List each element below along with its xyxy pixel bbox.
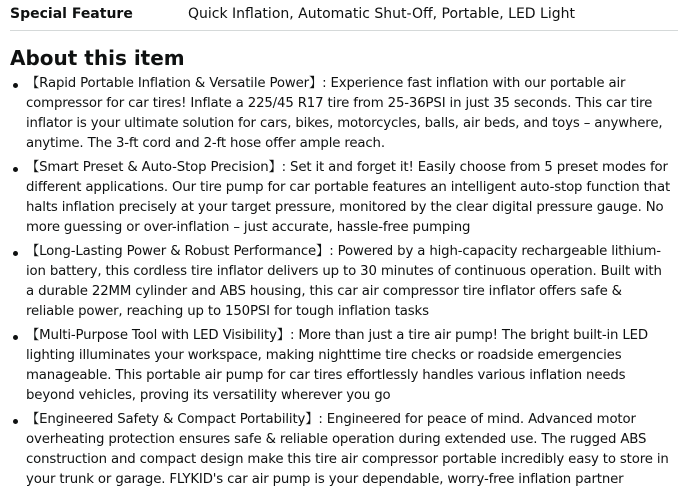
spec-value: Quick Inflation, Automatic Shut-Off, Portable, LED Light: [188, 6, 575, 22]
product-spec-row: [10, 0, 678, 31]
spec-label: Special Feature: [10, 6, 133, 22]
feature-bullet-text: 【Rapid Portable Inflation & Versatile Power】: Experience fast inflation with our portable air compressor for car tires! Inflate a 225/45 R17 tire from 25-36PSI in just 35 seconds. This car tire inflator is your ultimate solution for cars, bikes, motorcycles, balls, air beds, and toys – anywhere, anytime. The 3-ft cord and 2-ft hose offer ample reach.: [26, 76, 663, 151]
bullet-dot-icon: [13, 335, 18, 340]
feature-bullet: [0, 74, 672, 154]
feature-bullet: [0, 242, 672, 322]
feature-bullet: [0, 326, 672, 406]
bullet-dot-icon: [13, 167, 18, 172]
feature-bullet-text: 【Multi-Purpose Tool with LED Visibility】: More than just a tire air pump! The bright built-in LED lighting illuminates your workspace, making nighttime tire checks or roadside emergencies manageable. This portable air pump for car tires effortlessly handles various inflation needs beyond vehicles, proving its versatility wherever you go: [26, 328, 649, 403]
feature-bullet-list: [0, 74, 672, 494]
feature-bullet: [0, 410, 672, 490]
feature-bullet-text: 【Smart Preset & Auto-Stop Precision】: Set it and forget it! Easily choose from 5 preset modes for different applications. Our tire pump for car portable features an intelligent auto-stop function that halts inflation precisely at your target pressure, monitored by the clear digital pressure gauge. No more guessing or over-inflation – just accurate, hassle-free pumping: [26, 160, 671, 235]
feature-bullet-text: 【Engineered Safety & Compact Portability】: Engineered for peace of mind. Advanced motor overheating protection ensures safe & reliable operation during extended use. The rugged ABS construction and compact design make this tire air compressor portable incredibly easy to store in your trunk or garage. FLYKID's car air pump is your dependable, worry-free inflation partner: [26, 412, 669, 487]
feature-bullet: [0, 158, 672, 238]
bullet-dot-icon: [13, 83, 18, 88]
feature-bullet-text: 【Long-Lasting Power & Robust Performance】: Powered by a high-capacity rechargeable lithium-ion battery, this cordless tire inflator delivers up to 30 minutes of continuous operation. Built with a durable 22MM cylinder and ABS housing, this car air compressor tire inflator offers safe & reliable power, reaching up to 150PSI for tough inflation tasks: [26, 244, 662, 319]
bullet-dot-icon: [13, 251, 18, 256]
about-section-title: About this item: [10, 46, 185, 70]
bullet-dot-icon: [13, 419, 18, 424]
